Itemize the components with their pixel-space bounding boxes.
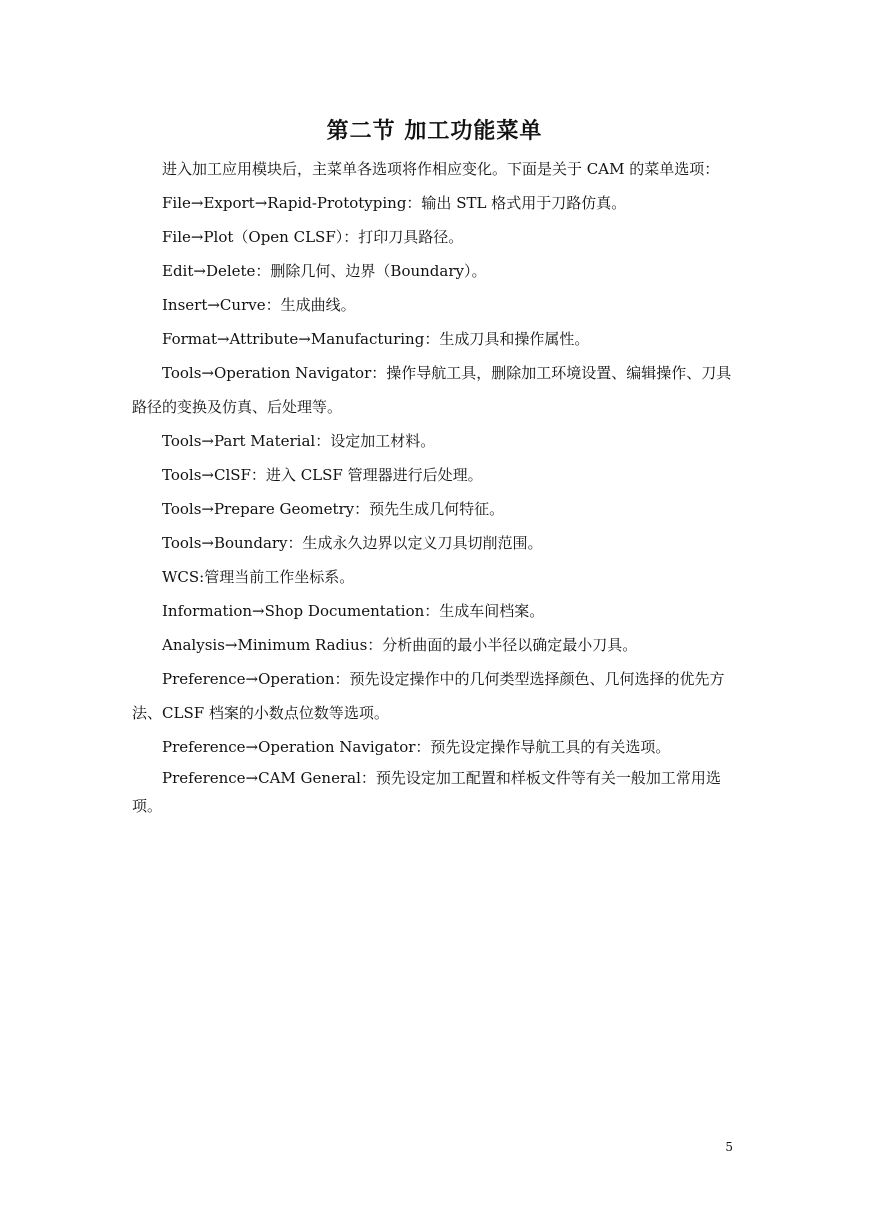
menu-item-preference-operation-navigator: Preference→Operation Navigator：预先设定操作导航工具的有关选项。 [162, 738, 671, 756]
menu-item-edit-delete: Edit→Delete：删除几何、边界（Boundary）。 [162, 262, 487, 280]
section-title: 第二节 加工功能菜单 [326, 118, 543, 144]
page-number: 5 [725, 1140, 733, 1154]
menu-item-analysis-minimum-radius: Analysis→Minimum Radius：分析曲面的最小半径以确定最小刀具。 [162, 636, 638, 654]
body-text [132, 152, 740, 820]
menu-item-information-shop-documentation: Information→Shop Documentation：生成车间档案。 [162, 602, 545, 620]
menu-item-preference-operation: Preference→Operation：预先设定操作中的几何类型选择颜色、几何选择的优先方法、CLSF 档案的小数点位数等选项。 [132, 670, 725, 722]
menu-item-file-export: File→Export→Rapid-Prototyping：输出 STL 格式用于刀路仿真。 [162, 194, 627, 212]
menu-item-insert-curve: Insert→Curve：生成曲线。 [162, 296, 356, 314]
menu-item-tools-part-material: Tools→Part Material：设定加工材料。 [162, 432, 436, 450]
menu-item-format-attribute: Format→Attribute→Manufacturing：生成刀具和操作属性。 [162, 330, 590, 348]
menu-item-tools-clsf: Tools→ClSF：进入 CLSF 管理器进行后处理。 [162, 466, 483, 484]
menu-item-tools-boundary: Tools→Boundary：生成永久边界以定义刀具切削范围。 [162, 534, 543, 552]
menu-item-tools-prepare-geometry: Tools→Prepare Geometry：预先生成几何特征。 [162, 500, 505, 518]
menu-item-file-plot: File→Plot（Open CLSF）：打印刀具路径。 [162, 228, 464, 246]
menu-item-tools-operation-navigator: Tools→Operation Navigator：操作导航工具，删除加工环境设置、编辑操作、刀具路径的变换及仿真、后处理等。 [132, 364, 732, 416]
intro-paragraph: 进入加工应用模块后，主菜单各选项将作相应变化。下面是关于 CAM 的菜单选项： [162, 160, 720, 178]
menu-item-preference-cam-general: Preference→CAM General：预先设定加工配置和样板文件等有关一般加工常用选项。 [132, 769, 721, 815]
menu-item-wcs: WCS:管理当前工作坐标系。 [162, 568, 355, 586]
